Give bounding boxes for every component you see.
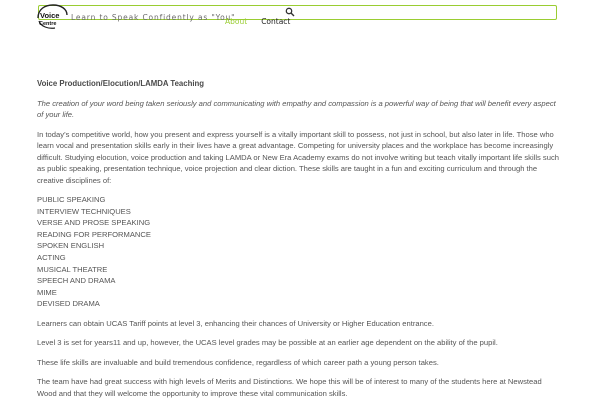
paragraph-team-success: The team have had great success with high levels of Merits and Distinctions. We hope this will be of interest to many of the students here at Newstead Wood and that they will welcome the opportunity to improve these vital communication skills. bbox=[37, 377, 542, 398]
disciplines-list bbox=[37, 194, 562, 310]
list-item: MIME bbox=[37, 287, 57, 297]
list-item: PUBLIC SPEAKING bbox=[37, 195, 106, 204]
list-item: SPEECH AND DRAMA bbox=[37, 276, 116, 286]
list-item: READING FOR PERFORMANCE bbox=[37, 229, 151, 239]
page-heading: Voice Production/Elocution/LAMDA Teaching bbox=[37, 79, 205, 88]
main-content bbox=[37, 78, 562, 407]
paragraph-ucas-tariff: Learners can obtain UCAS Tariff points at level 3, enhancing their chances of University or Higher Education entrance. bbox=[37, 318, 434, 328]
list-item: ACTING bbox=[37, 252, 66, 262]
paragraph-competitive-world: In today’s competitive world, how you present and express yourself is a vitally important skill to possess, not just in school, but also later in life. Those who learn vocal and presentation skills early in their lives have a great advantage. Competing for university places and the workplace has become increasingly difficult. Studying elocution, voice production and taking LAMDA or New Era Academy exams do not involve writing but teach vitally important life skills such as public speaking, presentation technique, voice projection and clear diction. These skills are taught in a fun and exciting curriculum and through the creative disciplines of: bbox=[37, 129, 559, 185]
voice-centre-logo[interactable] bbox=[35, 4, 69, 30]
list-item: INTERVIEW TECHNIQUES bbox=[37, 206, 131, 216]
list-item: SPOKEN ENGLISH bbox=[37, 241, 105, 251]
site-tagline: Learn to Speak Confidently as "You" bbox=[71, 13, 236, 22]
search-icon[interactable] bbox=[285, 7, 295, 17]
main-nav bbox=[225, 17, 290, 26]
list-item: DEVISED DRAMA bbox=[37, 299, 100, 309]
nav-contact[interactable]: Contact bbox=[261, 17, 291, 26]
logo-text-top: Voice bbox=[40, 11, 60, 20]
intro-quote: The creation of your word being taken seriously and communicating with empathy and compassion is a powerful way of being that will benefit every aspect of your life. bbox=[37, 98, 556, 119]
paragraph-life-skills: These life skills are invaluable and build tremendous confidence, regardless of which career path a young person takes. bbox=[37, 357, 439, 367]
list-item: VERSE AND PROSE SPEAKING bbox=[37, 218, 151, 228]
logo-text-bottom: Centre bbox=[39, 21, 57, 27]
list-item: MUSICAL THEATRE bbox=[37, 264, 108, 274]
nav-about[interactable]: About bbox=[225, 17, 248, 26]
paragraph-level-3: Level 3 is set for years11 and up, however, the UCAS level grades may be possible at an earlier age dependent on the ability of the pupil. bbox=[37, 338, 498, 348]
logo-graphic bbox=[35, 4, 69, 30]
site-header bbox=[0, 0, 600, 34]
